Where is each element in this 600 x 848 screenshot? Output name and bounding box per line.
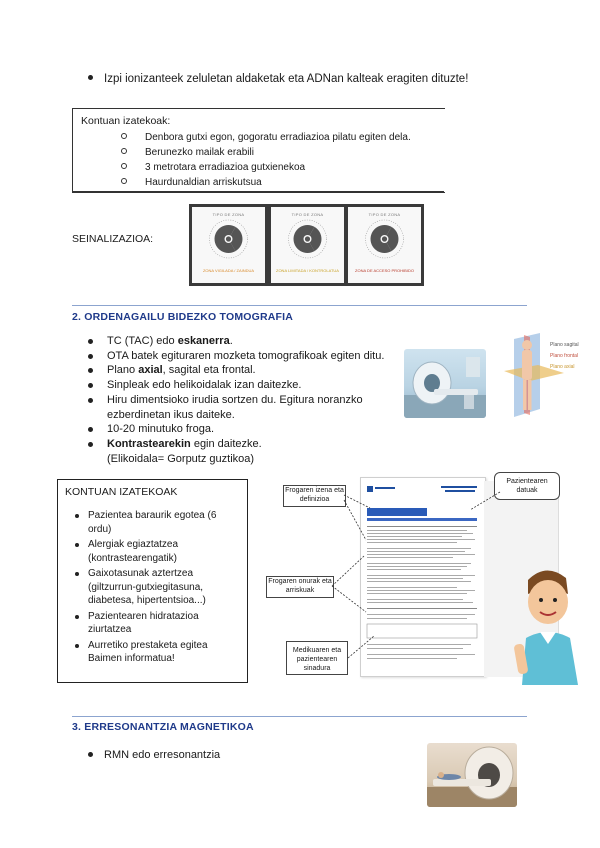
precaution-text: Denbora gutxi egon, gogoratu erradiazioa pilatu egiten dela. — [145, 132, 411, 143]
ct-bullet-bold: eskanerra — [177, 335, 230, 347]
precaution-text: Berunezko mailak erabili — [145, 147, 254, 158]
intro-bullet-text: Izpi ionizanteek zeluletan aldaketak eta ADNan kalteak eragiten dituzte! — [104, 73, 469, 85]
ct-bullet-text: Plano — [107, 364, 139, 377]
ct-precaution-text: Gaixotasunak aztertzea (giltzurrun-gutxiegitasuna, diabetesa, hipertentsioa...) — [88, 568, 206, 606]
sign-footer: ZONA LIMITADA / KONTROLATUA — [276, 268, 339, 273]
cartoon-character — [508, 560, 588, 685]
callout-text: Medikuaren eta pazientearen sinadura — [292, 647, 342, 672]
ct-bullet-text: TC (TAC) edo — [107, 335, 178, 347]
section2-title: 2. ORDENAGAILU BIDEZKO TOMOGRAFIA — [72, 311, 294, 323]
sign-header: TIPO DE ZONA — [368, 212, 401, 217]
ct-bullet-text: , sagital eta frontal. — [162, 364, 256, 377]
ct-precautions-title: KONTUAN IZATEKOAK — [65, 486, 178, 498]
mri-bullet-text: RMN edo erresonantzia — [104, 749, 221, 761]
section3-title: 3. ERRESONANTZIA MAGNETIKOA — [72, 721, 254, 733]
ct-precaution-text: Pazientea baraurik egotea (6 ordu) — [88, 510, 217, 535]
ct-bullet-text: Hiru dimentsioko irudia sortzen du. Egitura noranzko ezberdinetan ikus daiteke. — [107, 393, 363, 421]
sign-footer: ZONA DE ACCESO PROHIBIDO — [355, 268, 414, 273]
person-icon — [508, 560, 588, 685]
sign-header: TIPO DE ZONA — [212, 212, 245, 217]
ct-bullet-text: . — [229, 335, 233, 347]
ct-bullet-bold: Kontrastearekin — [107, 437, 191, 450]
callout-text: Frogaren onurak eta arriskuak — [268, 578, 332, 594]
signalization-label: SEINALIZAZIOA: — [72, 233, 154, 245]
ct-bullet-text: 10-20 minutuko froga. — [107, 423, 215, 436]
bullet-dot — [88, 752, 93, 757]
precaution-text: 3 metrotara erradiazioa gutxienekoa — [145, 162, 306, 173]
sign-header: TIPO DE ZONA — [291, 212, 324, 217]
ct-bullet-text: Sinpleak edo helikoidalak izan daitezke. — [107, 379, 302, 392]
mri-bullet — [88, 748, 220, 763]
callout-text: Frogaren izena eta definizioa — [285, 487, 344, 503]
plane-label: Plano axial — [550, 364, 575, 370]
ct-precaution-text: Alergiak egiaztatzea (kontrastearengatik) — [88, 539, 179, 564]
plane-label: Plano frontal — [550, 353, 579, 359]
section-divider — [72, 716, 527, 717]
plane-label: Plano sagital — [550, 342, 579, 348]
precautions-title: Kontuan izatekoak: — [81, 115, 171, 127]
ct-bullet-text: egin daitezke. (Elikoidala= Gorputz guztikoa) — [107, 437, 262, 465]
ct-precaution-text: Aurretiko prestaketa egitea Baimen informatua! — [88, 639, 208, 664]
mri-scanner-photo — [427, 743, 517, 807]
precaution-text: Haurdunaldian arriskutsua — [145, 177, 262, 188]
callout-text: Pazientearen datuak — [506, 478, 548, 494]
ct-bullet-bold: axial — [138, 364, 163, 377]
ct-precaution-text: Pazientearen hidratazioa ziurtatzea — [88, 610, 199, 635]
sign-footer: ZONA VIGILADA / ZAINDUA — [202, 268, 255, 273]
ct-bullet-text: OTA batek egituraren mozketa tomografikoak egiten ditu. — [107, 349, 385, 362]
mri-scanner-image — [427, 743, 517, 807]
